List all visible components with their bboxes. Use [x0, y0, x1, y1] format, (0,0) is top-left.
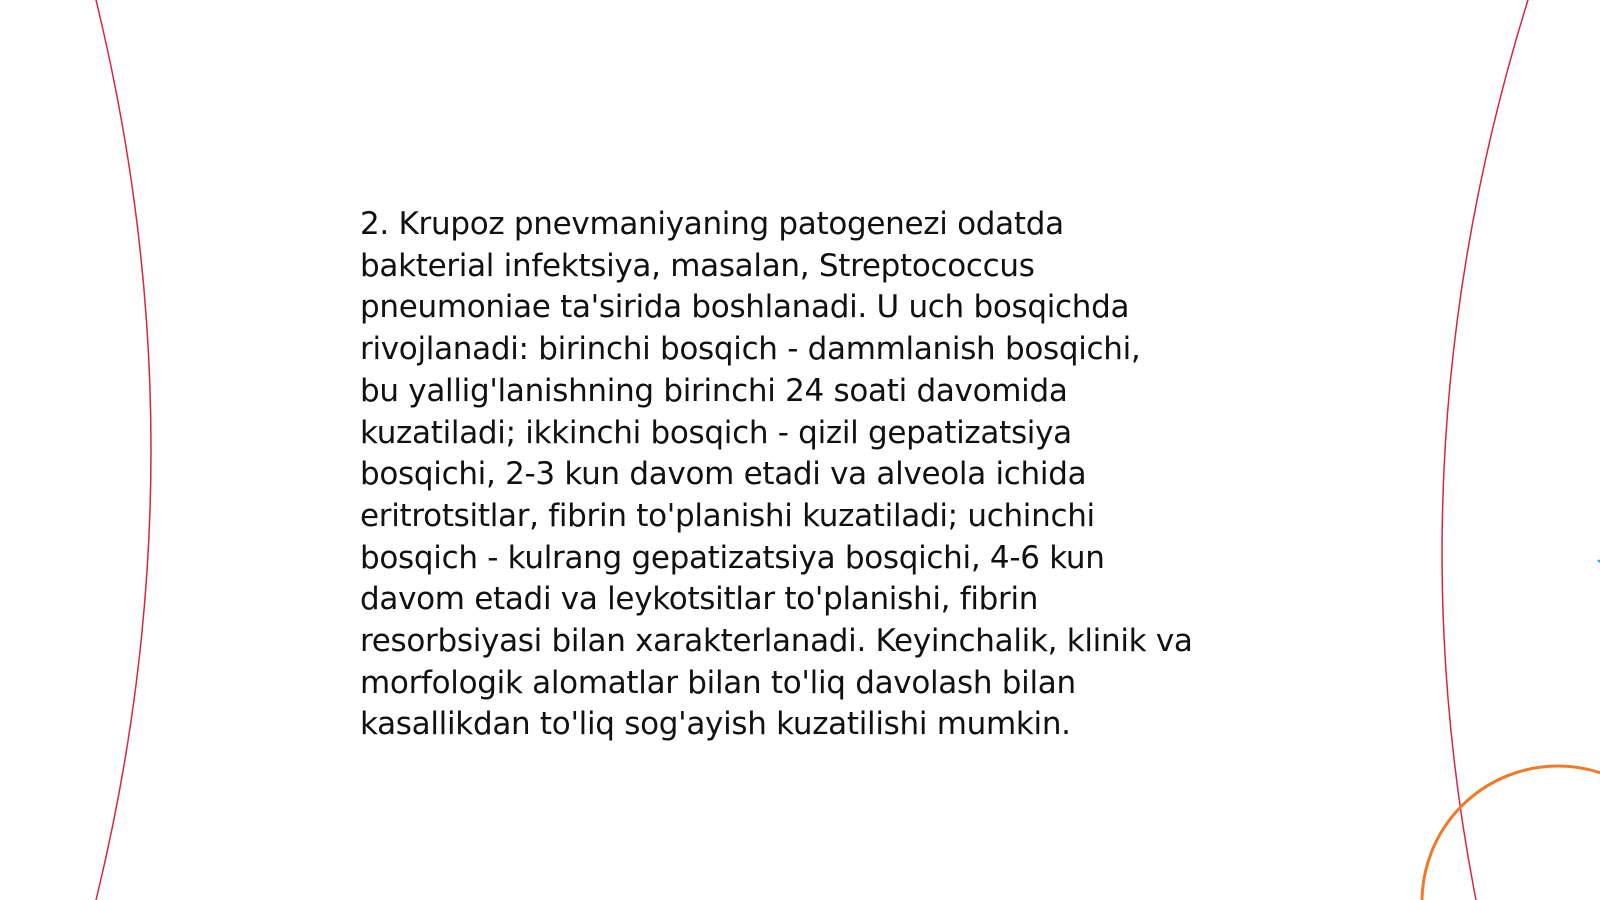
paragraph-line: eritrotsitlar, fibrin to'planishi kuzatiladi; uchinchi: [360, 497, 1095, 534]
right-red-arc: [1442, 0, 1528, 900]
paragraph-line: resorbsiyasi bilan xarakterlanadi. Keyinchalik, klinik va: [360, 623, 1193, 660]
paragraph-line: bosqichi, 2-3 kun davom etadi va alveola ichida: [360, 456, 1087, 493]
left-red-arc: [96, 0, 151, 900]
paragraph-line: morfologik alomatlar bilan to'liq davolash bilan: [360, 664, 1076, 701]
paragraph-line: 2. Krupoz pnevmaniyaning patogenezi odatda: [360, 206, 1064, 242]
body-paragraph: [360, 204, 1260, 746]
paragraph-line: kuzatiladi; ikkinchi bosqich - qizil gepatizatsiya: [360, 414, 1072, 451]
paragraph-line: pneumoniae ta'sirida boshlanadi. U uch bosqichda: [360, 289, 1130, 326]
paragraph-line: rivojlanadi: birinchi bosqich - dammlanish bosqichi,: [360, 331, 1141, 368]
orange-circle-arc: [1422, 766, 1600, 900]
paragraph-line: bosqich - kulrang gepatizatsiya bosqichi, 4-6 kun: [360, 539, 1105, 576]
paragraph-line: kasallikdan to'liq sog'ayish kuzatilishi mumkin.: [360, 706, 1071, 743]
paragraph-line: bakterial infektsiya, masalan, Streptococcus: [360, 247, 1035, 284]
paragraph-line: bu yallig'lanishning birinchi 24 soati davomida: [360, 372, 1068, 409]
paragraph-line: davom etadi va leykotsitlar to'planishi, fibrin: [360, 581, 1039, 618]
